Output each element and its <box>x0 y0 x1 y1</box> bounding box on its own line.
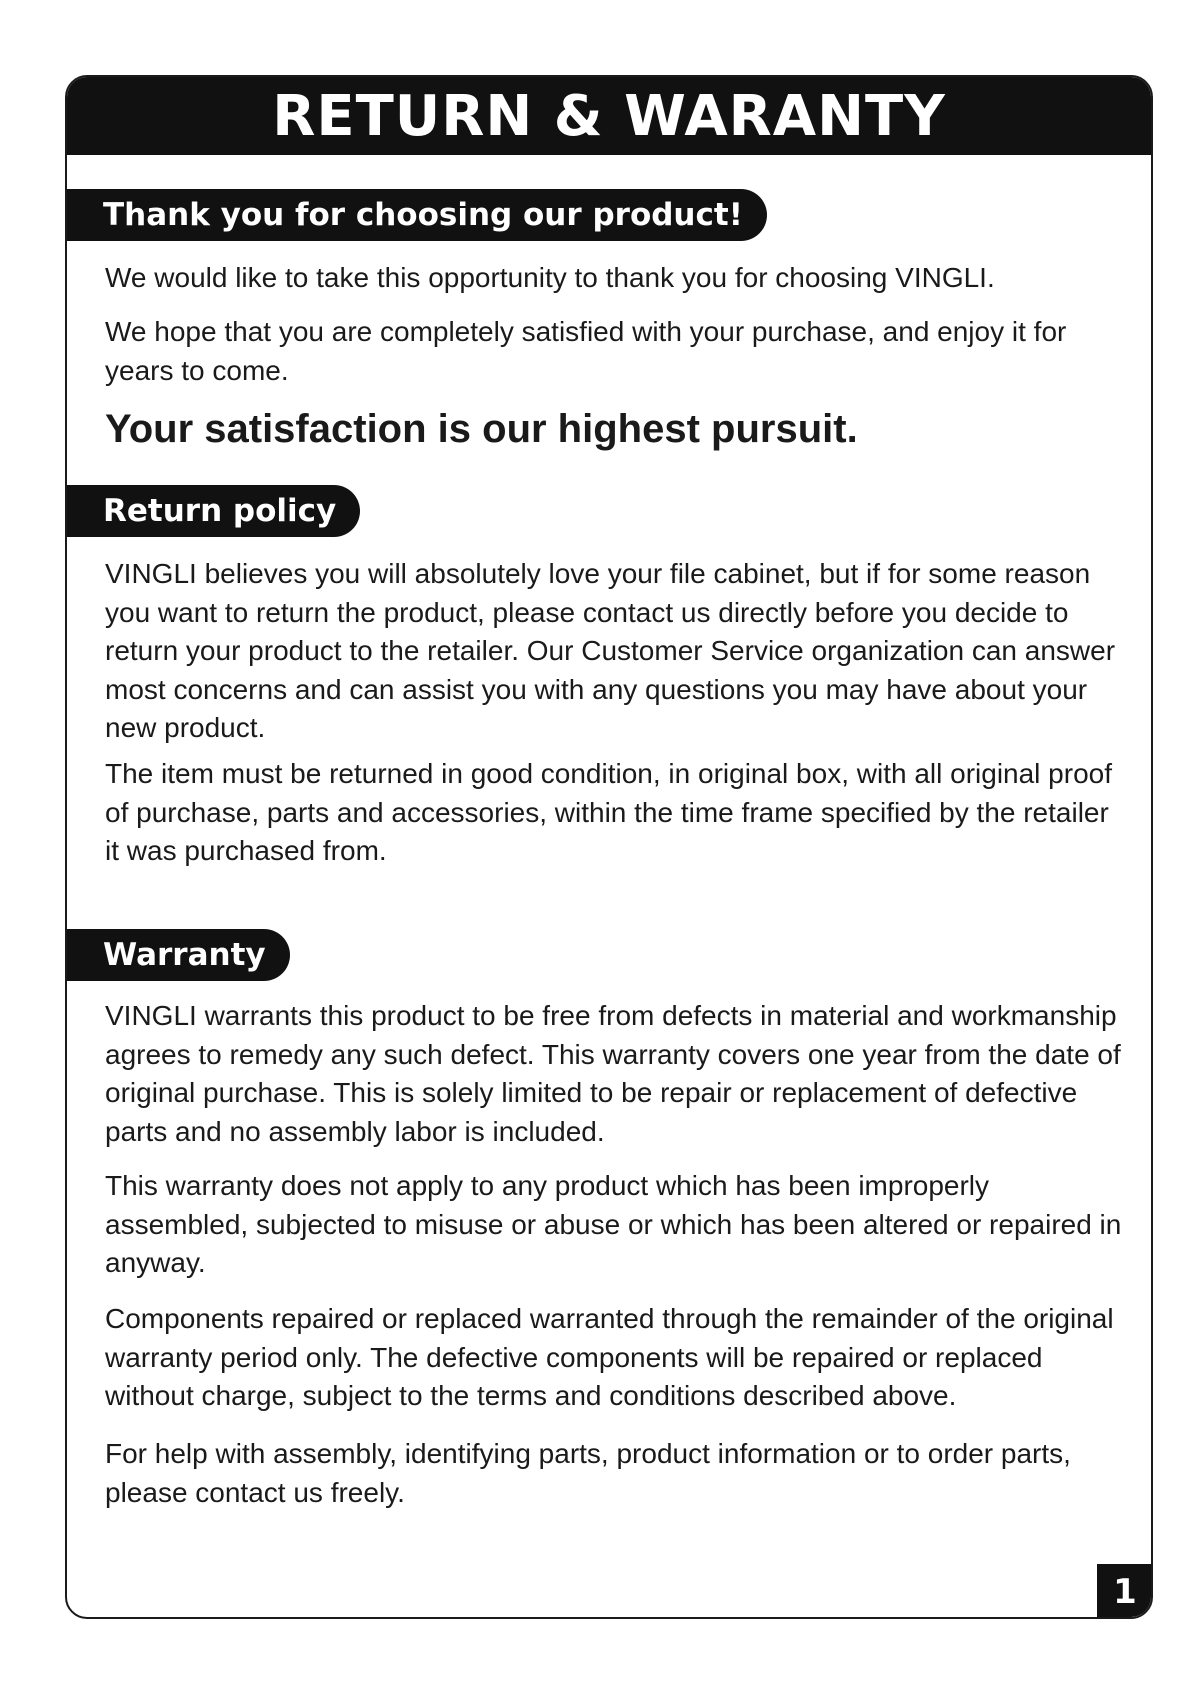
thanks-paragraph-2: We hope that you are completely satisfied with your purchase, and enjoy it for years to come. <box>105 316 1067 386</box>
section-heading-warranty: Warranty <box>65 929 290 981</box>
warranty-paragraph-4: For help with assembly, identifying parts, product information or to order parts, please contact us freely. <box>105 1438 1071 1508</box>
section-heading-thanks: Thank you for choosing our product! <box>65 189 767 241</box>
warranty-paragraph-3: Components repaired or replaced warranted through the remainder of the original warranty period only. The defective components will be repaired or replaced without charge, subject to the terms and conditions described above. <box>105 1303 1114 1412</box>
return-paragraph-1: VINGLI believes you will absolutely love your file cabinet, but if for some reason you want to return the product, please contact us directly before you decide to return your product to the retailer. Our Customer Service organization can answer most concerns and can assist you with any questions you may have about your new product. <box>105 558 1116 744</box>
return-paragraph-2: The item must be returned in good condition, in original box, with all original proof of purchase, parts and accessories, within the time frame specified by the retailer it was purchased from. <box>105 758 1113 867</box>
document-frame <box>65 75 1153 1619</box>
page-number: 1 <box>1097 1564 1153 1619</box>
page-title: RETURN & WARANTY <box>272 83 946 149</box>
section-heading-return: Return policy <box>65 485 360 537</box>
warranty-paragraph-1: VINGLI warrants this product to be free from defects in material and workmanship agrees to remedy any such defect. This warranty covers one year from the date of original purchase. This is solely limited to be repair or replacement of defective parts and no assembly labor is included. <box>105 1000 1121 1147</box>
warranty-paragraph-2: This warranty does not apply to any product which has been improperly assembled, subjected to misuse or abuse or which has been altered or repaired in anyway. <box>105 1170 1122 1279</box>
satisfaction-statement: Your satisfaction is our highest pursuit. <box>105 407 858 451</box>
title-bar <box>67 77 1151 155</box>
thanks-paragraph-1: We would like to take this opportunity to thank you for choosing VINGLI. <box>105 262 995 293</box>
